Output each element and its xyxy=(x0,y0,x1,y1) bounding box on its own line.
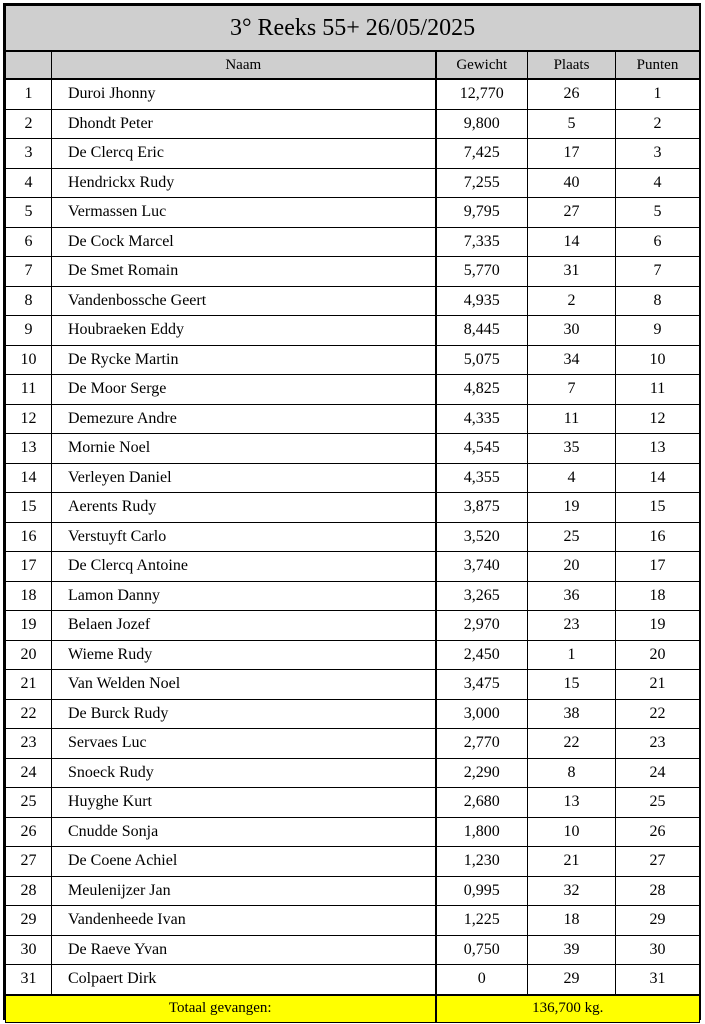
row-name: De Moor Serge xyxy=(52,375,436,405)
row-gewicht: 3,740 xyxy=(436,552,528,582)
row-plaats: 5 xyxy=(528,109,616,139)
row-name: Huyghe Kurt xyxy=(52,788,436,818)
row-plaats: 13 xyxy=(528,788,616,818)
row-name: Vermassen Luc xyxy=(52,198,436,228)
row-number: 31 xyxy=(6,965,52,995)
row-number: 16 xyxy=(6,522,52,552)
row-punten: 16 xyxy=(616,522,700,552)
table-row xyxy=(6,699,700,729)
table-row xyxy=(6,227,700,257)
row-plaats: 17 xyxy=(528,139,616,169)
row-punten: 15 xyxy=(616,493,700,523)
row-gewicht: 3,520 xyxy=(436,522,528,552)
row-plaats: 35 xyxy=(528,434,616,464)
row-plaats: 1 xyxy=(528,640,616,670)
row-plaats: 40 xyxy=(528,168,616,198)
table-row xyxy=(6,463,700,493)
row-plaats: 26 xyxy=(528,79,616,109)
row-name: De Clercq Eric xyxy=(52,139,436,169)
row-punten: 6 xyxy=(616,227,700,257)
table-row xyxy=(6,109,700,139)
row-name: Colpaert Dirk xyxy=(52,965,436,995)
total-label: Totaal gevangen: xyxy=(6,995,436,1023)
row-number: 25 xyxy=(6,788,52,818)
row-name: Hendrickx Rudy xyxy=(52,168,436,198)
row-number: 11 xyxy=(6,375,52,405)
table-row xyxy=(6,493,700,523)
table-row xyxy=(6,788,700,818)
table-row xyxy=(6,965,700,995)
row-punten: 30 xyxy=(616,935,700,965)
row-plaats: 4 xyxy=(528,463,616,493)
row-name: Cnudde Sonja xyxy=(52,817,436,847)
row-punten: 18 xyxy=(616,581,700,611)
row-name: Aerents Rudy xyxy=(52,493,436,523)
row-punten: 13 xyxy=(616,434,700,464)
row-punten: 23 xyxy=(616,729,700,759)
row-name: Verstuyft Carlo xyxy=(52,522,436,552)
row-punten: 8 xyxy=(616,286,700,316)
row-name: Vandenbossche Geert xyxy=(52,286,436,316)
row-name: De Clercq Antoine xyxy=(52,552,436,582)
table-row xyxy=(6,581,700,611)
row-plaats: 21 xyxy=(528,847,616,877)
row-punten: 28 xyxy=(616,876,700,906)
row-gewicht: 4,935 xyxy=(436,286,528,316)
row-punten: 20 xyxy=(616,640,700,670)
row-gewicht: 7,335 xyxy=(436,227,528,257)
table-row xyxy=(6,876,700,906)
table-row xyxy=(6,758,700,788)
row-punten: 3 xyxy=(616,139,700,169)
row-number: 7 xyxy=(6,257,52,287)
table-row xyxy=(6,817,700,847)
header-gewicht: Gewicht xyxy=(436,51,528,79)
row-number: 12 xyxy=(6,404,52,434)
row-plaats: 7 xyxy=(528,375,616,405)
table-row xyxy=(6,79,700,109)
row-plaats: 11 xyxy=(528,404,616,434)
row-gewicht: 2,770 xyxy=(436,729,528,759)
row-gewicht: 4,825 xyxy=(436,375,528,405)
row-number: 19 xyxy=(6,611,52,641)
row-number: 18 xyxy=(6,581,52,611)
row-number: 27 xyxy=(6,847,52,877)
row-punten: 2 xyxy=(616,109,700,139)
table-row xyxy=(6,434,700,464)
row-name: Verleyen Daniel xyxy=(52,463,436,493)
row-name: Houbraeken Eddy xyxy=(52,316,436,346)
results-body xyxy=(6,79,700,995)
row-name: Dhondt Peter xyxy=(52,109,436,139)
row-punten: 25 xyxy=(616,788,700,818)
table-row xyxy=(6,375,700,405)
row-punten: 29 xyxy=(616,906,700,936)
total-value: 136,700 kg. xyxy=(436,995,700,1023)
table-row xyxy=(6,522,700,552)
row-gewicht: 0,995 xyxy=(436,876,528,906)
row-plaats: 38 xyxy=(528,699,616,729)
table-row xyxy=(6,168,700,198)
row-plaats: 31 xyxy=(528,257,616,287)
row-plaats: 10 xyxy=(528,817,616,847)
row-name: Wieme Rudy xyxy=(52,640,436,670)
row-punten: 7 xyxy=(616,257,700,287)
row-punten: 11 xyxy=(616,375,700,405)
row-punten: 21 xyxy=(616,670,700,700)
table-row xyxy=(6,729,700,759)
row-plaats: 22 xyxy=(528,729,616,759)
table-row xyxy=(6,552,700,582)
table-row xyxy=(6,345,700,375)
table-row xyxy=(6,316,700,346)
row-punten: 4 xyxy=(616,168,700,198)
total-row xyxy=(6,995,700,1023)
row-gewicht: 5,770 xyxy=(436,257,528,287)
row-number: 2 xyxy=(6,109,52,139)
row-plaats: 19 xyxy=(528,493,616,523)
row-name: Snoeck Rudy xyxy=(52,758,436,788)
table-row xyxy=(6,670,700,700)
row-plaats: 18 xyxy=(528,906,616,936)
row-gewicht: 1,800 xyxy=(436,817,528,847)
row-punten: 26 xyxy=(616,817,700,847)
row-number: 17 xyxy=(6,552,52,582)
row-gewicht: 3,000 xyxy=(436,699,528,729)
row-number: 28 xyxy=(6,876,52,906)
row-gewicht: 0,750 xyxy=(436,935,528,965)
row-number: 6 xyxy=(6,227,52,257)
row-name: De Cock Marcel xyxy=(52,227,436,257)
row-number: 22 xyxy=(6,699,52,729)
row-name: Meulenijzer Jan xyxy=(52,876,436,906)
row-number: 8 xyxy=(6,286,52,316)
row-punten: 31 xyxy=(616,965,700,995)
row-punten: 22 xyxy=(616,699,700,729)
row-number: 10 xyxy=(6,345,52,375)
row-number: 30 xyxy=(6,935,52,965)
page-title: 3° Reeks 55+ 26/05/2025 xyxy=(6,6,700,52)
row-punten: 10 xyxy=(616,345,700,375)
row-gewicht: 3,475 xyxy=(436,670,528,700)
table-row xyxy=(6,198,700,228)
row-number: 21 xyxy=(6,670,52,700)
row-name: De Burck Rudy xyxy=(52,699,436,729)
row-gewicht: 9,800 xyxy=(436,109,528,139)
row-plaats: 29 xyxy=(528,965,616,995)
row-punten: 5 xyxy=(616,198,700,228)
row-plaats: 8 xyxy=(528,758,616,788)
row-number: 15 xyxy=(6,493,52,523)
row-gewicht: 1,230 xyxy=(436,847,528,877)
row-plaats: 27 xyxy=(528,198,616,228)
row-number: 5 xyxy=(6,198,52,228)
results-sheet xyxy=(3,3,701,1020)
table-row xyxy=(6,286,700,316)
row-number: 26 xyxy=(6,817,52,847)
row-gewicht: 7,425 xyxy=(436,139,528,169)
row-punten: 19 xyxy=(616,611,700,641)
row-gewicht: 8,445 xyxy=(436,316,528,346)
row-plaats: 34 xyxy=(528,345,616,375)
row-punten: 12 xyxy=(616,404,700,434)
row-punten: 1 xyxy=(616,79,700,109)
row-gewicht: 4,335 xyxy=(436,404,528,434)
row-name: De Raeve Yvan xyxy=(52,935,436,965)
row-punten: 17 xyxy=(616,552,700,582)
row-gewicht: 2,970 xyxy=(436,611,528,641)
row-number: 9 xyxy=(6,316,52,346)
row-punten: 14 xyxy=(616,463,700,493)
row-number: 4 xyxy=(6,168,52,198)
row-gewicht: 0 xyxy=(436,965,528,995)
row-name: Demezure Andre xyxy=(52,404,436,434)
table-row xyxy=(6,404,700,434)
row-name: Belaen Jozef xyxy=(52,611,436,641)
row-name: Van Welden Noel xyxy=(52,670,436,700)
row-name: Mornie Noel xyxy=(52,434,436,464)
row-name: Vandenheede Ivan xyxy=(52,906,436,936)
row-number: 14 xyxy=(6,463,52,493)
row-number: 29 xyxy=(6,906,52,936)
row-plaats: 15 xyxy=(528,670,616,700)
table-row xyxy=(6,935,700,965)
table-row xyxy=(6,611,700,641)
column-header-row xyxy=(6,51,700,79)
row-plaats: 39 xyxy=(528,935,616,965)
row-number: 23 xyxy=(6,729,52,759)
table-row xyxy=(6,847,700,877)
row-number: 3 xyxy=(6,139,52,169)
row-gewicht: 3,875 xyxy=(436,493,528,523)
table-row xyxy=(6,906,700,936)
row-plaats: 14 xyxy=(528,227,616,257)
header-punten: Punten xyxy=(616,51,700,79)
table-row xyxy=(6,139,700,169)
row-gewicht: 2,680 xyxy=(436,788,528,818)
row-name: Lamon Danny xyxy=(52,581,436,611)
row-gewicht: 12,770 xyxy=(436,79,528,109)
row-gewicht: 1,225 xyxy=(436,906,528,936)
row-gewicht: 9,795 xyxy=(436,198,528,228)
row-plaats: 36 xyxy=(528,581,616,611)
row-punten: 9 xyxy=(616,316,700,346)
row-number: 1 xyxy=(6,79,52,109)
row-plaats: 30 xyxy=(528,316,616,346)
row-gewicht: 2,450 xyxy=(436,640,528,670)
row-gewicht: 3,265 xyxy=(436,581,528,611)
row-name: De Smet Romain xyxy=(52,257,436,287)
row-plaats: 2 xyxy=(528,286,616,316)
row-gewicht: 4,545 xyxy=(436,434,528,464)
row-plaats: 25 xyxy=(528,522,616,552)
row-gewicht: 4,355 xyxy=(436,463,528,493)
header-nr xyxy=(6,51,52,79)
row-number: 20 xyxy=(6,640,52,670)
results-table xyxy=(5,5,700,1023)
row-name: Servaes Luc xyxy=(52,729,436,759)
row-name: De Coene Achiel xyxy=(52,847,436,877)
table-row xyxy=(6,640,700,670)
row-name: Duroi Jhonny xyxy=(52,79,436,109)
row-plaats: 32 xyxy=(528,876,616,906)
row-plaats: 20 xyxy=(528,552,616,582)
row-plaats: 23 xyxy=(528,611,616,641)
row-number: 24 xyxy=(6,758,52,788)
row-gewicht: 2,290 xyxy=(436,758,528,788)
row-gewicht: 7,255 xyxy=(436,168,528,198)
row-number: 13 xyxy=(6,434,52,464)
title-row xyxy=(6,6,700,52)
header-naam: Naam xyxy=(52,51,436,79)
row-name: De Rycke Martin xyxy=(52,345,436,375)
header-plaats: Plaats xyxy=(528,51,616,79)
table-row xyxy=(6,257,700,287)
row-gewicht: 5,075 xyxy=(436,345,528,375)
row-punten: 27 xyxy=(616,847,700,877)
row-punten: 24 xyxy=(616,758,700,788)
